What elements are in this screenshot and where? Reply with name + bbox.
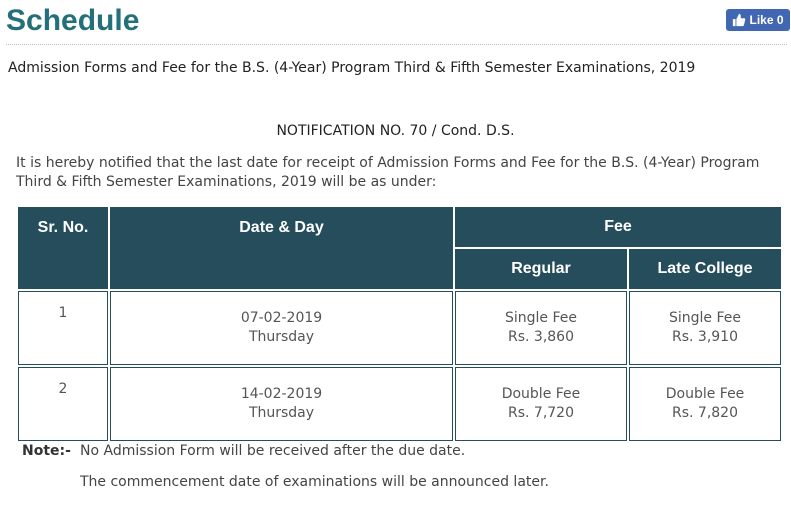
table-row [18, 291, 781, 365]
header-sr-no: Sr. No. [18, 207, 108, 289]
date-cell [110, 291, 453, 365]
note-line-2: The commencement date of examinations will be announced later. [80, 474, 549, 490]
notice-subtitle: Admission Forms and Fee for the B.S. (4-Year) Program Third & Fifth Semester Examinations, 2019 [8, 60, 696, 76]
note-line-1: No Admission Form will be received after the due date. [80, 443, 466, 459]
notification-intro: It is hereby notified that the last date for receipt of Admission Forms and Fee for the B.S. (4-Year) Program Third & Fifth Semester Examinations, 2019 will be as under: [16, 155, 760, 190]
fee-type: Single Fee [669, 310, 742, 326]
date-value: 07-02-2019 [240, 310, 323, 326]
fee-type: Double Fee [665, 386, 745, 402]
header-date-day: Date & Day [110, 207, 453, 289]
header-late-college: Late College [629, 249, 781, 289]
header-regular: Regular [455, 249, 627, 289]
date-value: 14-02-2019 [240, 386, 323, 402]
schedule-table [16, 205, 783, 443]
fee-amount: Rs. 3,910 [672, 329, 739, 345]
table-row [18, 367, 781, 441]
page-title: Schedule [6, 4, 140, 37]
title-divider [6, 44, 787, 45]
like-label: Like 0 [749, 13, 784, 27]
day-value: Thursday [248, 405, 315, 421]
day-value: Thursday [248, 329, 315, 345]
sr-cell: 1 [18, 291, 108, 365]
late-fee-cell [629, 291, 781, 365]
fee-amount: Rs. 7,720 [507, 405, 574, 421]
fee-type: Single Fee [504, 310, 577, 326]
thumbs-up-icon [732, 13, 746, 27]
late-fee-cell [629, 367, 781, 441]
regular-fee-cell [455, 367, 627, 441]
facebook-like-button[interactable] [726, 9, 790, 31]
fee-amount: Rs. 3,860 [507, 329, 574, 345]
note-label: Note:- [22, 443, 71, 459]
sr-cell: 2 [18, 367, 108, 441]
fee-type: Double Fee [501, 386, 581, 402]
notification-number: NOTIFICATION NO. 70 / Cond. D.S. [276, 123, 515, 139]
regular-fee-cell [455, 291, 627, 365]
fee-amount: Rs. 7,820 [672, 405, 739, 421]
header-fee: Fee [455, 207, 781, 247]
date-cell [110, 367, 453, 441]
